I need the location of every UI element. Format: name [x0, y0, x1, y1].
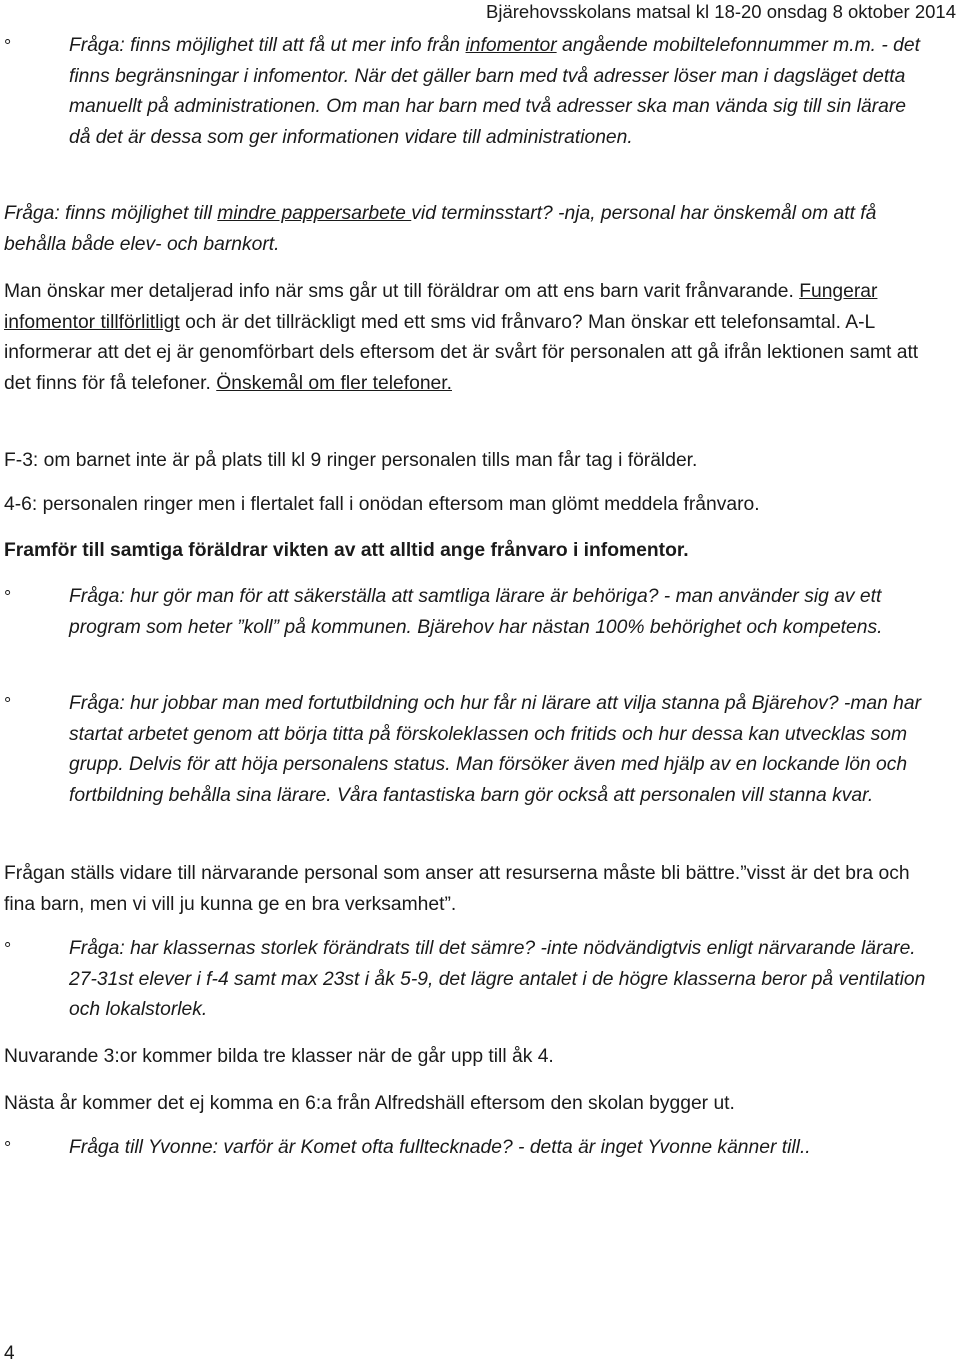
paragraph-6a: Nästa år kommer det ej komma en 6:a från Alfredshäll eftersom den skolan bygger ut.: [4, 1093, 735, 1114]
paragraph-46: 4-6: personalen ringer men i flertalet fall i onödan eftersom man glömt meddela frånvaro.: [4, 494, 760, 515]
more-phones-link[interactable]: Önskemål om fler telefoner.: [216, 372, 452, 394]
pappersarbete-link[interactable]: mindre pappersarbete: [217, 203, 412, 224]
question-klasser: Fråga: har klassernas storlek förändrats till det sämre? -inte nödvändigtvis enligt närvarande lärare. 27-31st elever i f-4 samt max 23st i åk 5-9, det lägre antalet i de högre klasserna beror på ventilation och lokalstorlek.: [69, 938, 926, 1021]
page-header: Bjärehovsskolans matsal kl 18-20 onsdag 8 oktober 2014: [486, 1, 956, 22]
paragraph-3or: Nuvarande 3:or kommer bilda tre klasser när de går upp till åk 4.: [4, 1046, 554, 1067]
bullet-icon: °: [4, 939, 12, 959]
infomentor-reliability-link[interactable]: Fungerar infomentor tillförlitligt: [4, 281, 878, 333]
question-behoriga: Fråga: hur gör man för att säkerställa att samtliga lärare är behöriga? - man använder sig av ett program som heter ”koll” på kommunen. Bjärehov har nästan 100% behörighet och kompetens.: [69, 586, 883, 638]
paragraph-important: Framför till samtiga föräldrar vikten av att alltid ange frånvaro i infomentor.: [4, 540, 689, 561]
question-fortutbildning: Fråga: hur jobbar man med fortutbildning och hur får ni lärare att vilja stanna på Bjärehov? -man har startat arbetet genom att börja titta på förskoleklassen och fritids och hur dessa kan utvecklas som grupp. Delvis för att höja personalens status. Man försöker även med hjälp av en lockande lön och fortbildning behålla sina lärare. Våra fantastiska barn gör också att personalen vill stanna kvar.: [69, 693, 922, 806]
bullet-icon: °: [4, 694, 12, 714]
infomentor-link[interactable]: infomentor: [465, 35, 557, 56]
question-infomentor: Fråga: finns möjlighet till att få ut mer info från infomentor angående mobiltelefonnummer m.m. - det finns begränsningar i infomentor. När det gäller barn med två adresser löser man i dagsläget detta manuellt på administrationen. Om man har barn med två adresser ska man vända sig till sin lärare då det är dessa som ger informationen vidare till administrationen.: [69, 35, 920, 148]
bullet-icon: °: [4, 36, 12, 56]
question-komet: Fråga till Yvonne: varför är Komet ofta fulltecknade? - detta är inget Yvonne känner till..: [69, 1137, 811, 1158]
paragraph-sms: Man önskar mer detaljerad info när sms går ut till föräldrar om att ens barn varit frånvarande. Fungerar infomentor tillförlitligt och är det tillräckligt med ett sms vid frånvaro? Man önskar ett telefonsamtal. A-L informerar att det ej är genomförbart dels eftersom det är svårt för personalen att gå ifrån lektionen samt att det finns för få telefoner. Önskemål om fler telefoner.: [4, 281, 919, 394]
page-number: 4: [4, 1343, 15, 1364]
paragraph-f3: F-3: om barnet inte är på plats till kl 9 ringer personalen tills man får tag i förälder.: [4, 450, 698, 471]
bullet-icon: °: [4, 587, 12, 607]
paragraph-resurser: Frågan ställs vidare till närvarande personal som anser att resurserna måste bli bättre.”visst är det bra och fina barn, men vi vill ju kunna ge en bra verksamhet”.: [4, 863, 910, 915]
bullet-icon: °: [4, 1138, 12, 1158]
question-pappersarbete: Fråga: finns möjlighet till mindre pappersarbete vid terminsstart? -nja, personal har önskemål om att få behålla både elev- och barnkort.: [4, 203, 877, 255]
